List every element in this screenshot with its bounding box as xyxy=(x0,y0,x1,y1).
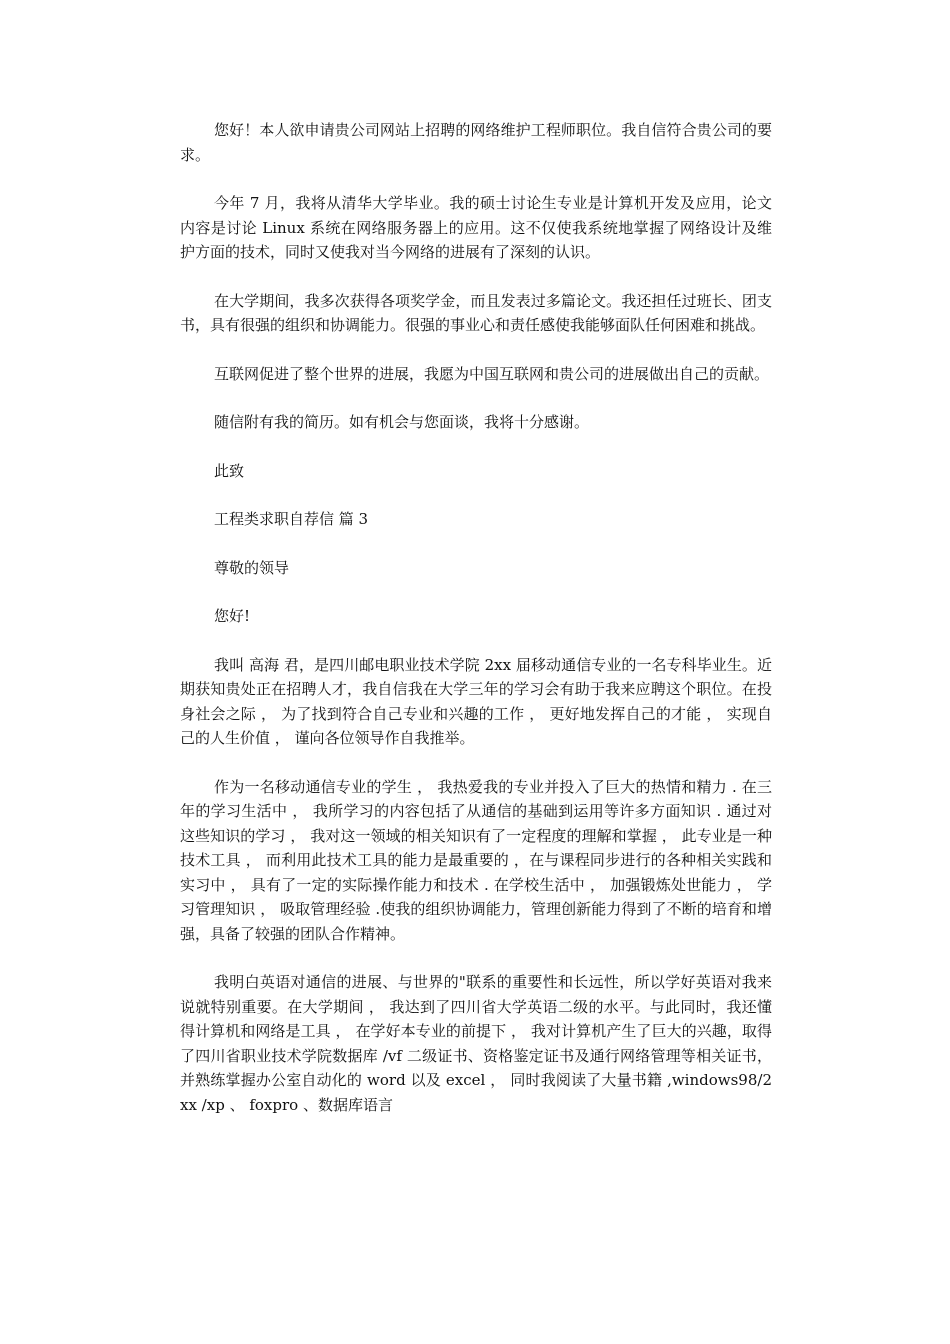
section-heading: 工程类求职自荐信 篇 3 xyxy=(214,510,369,528)
paragraph-english-computer: 我明白英语对通信的进展、与世界的"联系的重要性和长远性，所以学好英语对我来说就特别重要。在大学期间 ， 我达到了四川省大学英语二级的水平。与此同时，我还懂得计算机和网络是工具 ， 在学好本专业的前提下 ， 我对计算机产生了巨大的兴趣，取得了四川省职业技术学院数据库 /vf 二级证书、资格鉴定证书及通行网络管理等相关证书，并熟练掌握办公室自动化的 word 以及 excel ， 同时我阅读了大量书籍 ,windows98/2xx /xp 、 foxpro 、数据库语言 xyxy=(180,973,772,1114)
salutation: 尊敬的领导 xyxy=(214,558,290,577)
closing-salutation: 此致 xyxy=(214,461,245,480)
paragraph-greeting-intro: 您好！本人欲申请贵公司网站上招聘的网络维护工程师职位。我自信符合贵公司的要求。 xyxy=(180,121,772,164)
greeting: 您好! xyxy=(214,607,251,625)
paragraph-resume-attached: 随信附有我的简历。如有机会与您面谈，我将十分感谢。 xyxy=(214,413,590,431)
paragraph-university-experience: 在大学期间，我多次获得各项奖学金，而且发表过多篇论文。我还担任过班长、团支书，具有很强的组织和协调能力。很强的事业心和责任感使我能够面队任何困难和挑战。 xyxy=(180,291,772,334)
paragraph-education: 今年 7 月，我将从清华大学毕业。我的硕士讨论生专业是计算机开发及应用，论文内容是讨论 Linux 系统在网络服务器上的应用。这不仅使我系统地掌握了网络设计及维护方面的技术，同时又使我对当今网络的进展有了深刻的认识。 xyxy=(180,194,772,261)
paragraph-self-introduction: 我叫 高海 君，是四川邮电职业技术学院 2xx 届移动通信专业的一名专科毕业生。近期获知贵处正在招聘人才，我自信我在大学三年的学习会有助于我来应聘这个职位。在投身社会之际 ， 为了找到符合自己专业和兴趣的工作 ， 更好地发挥自己的才能 ， 实现自己的人生价值 ， 谨向各位领导作自我推举。 xyxy=(180,655,772,747)
paragraph-major-study: 作为一名移动通信专业的学生 ， 我热爱我的专业并投入了巨大的热情和精力 . 在三年的学习生活中 ， 我所学习的内容包括了从通信的基础到运用等许多方面知识 . 通过对这些知识的学习 ， 我对这一领域的相关知识有了一定程度的理解和掌握 ， 此专业是一种技术工具 ， 而利用此技术工具的能力是最重要的 ，在与课程同步进行的各种相关实践和实习中 ， 具有了一定的实际操作能力和技术 . 在学校生活中 ， 加强锻炼处世能力 ， 学习管理知识 ， 吸取管理经验 .使我的组织协调能力，管理创新能力得到了不断的培育和增强，具备了较强的团队合作精神。 xyxy=(180,777,772,943)
paragraph-contribution: 互联网促进了整个世界的进展，我愿为中国互联网和贵公司的进展做出自己的贡献。 xyxy=(214,364,770,383)
letter-body xyxy=(180,118,772,1141)
